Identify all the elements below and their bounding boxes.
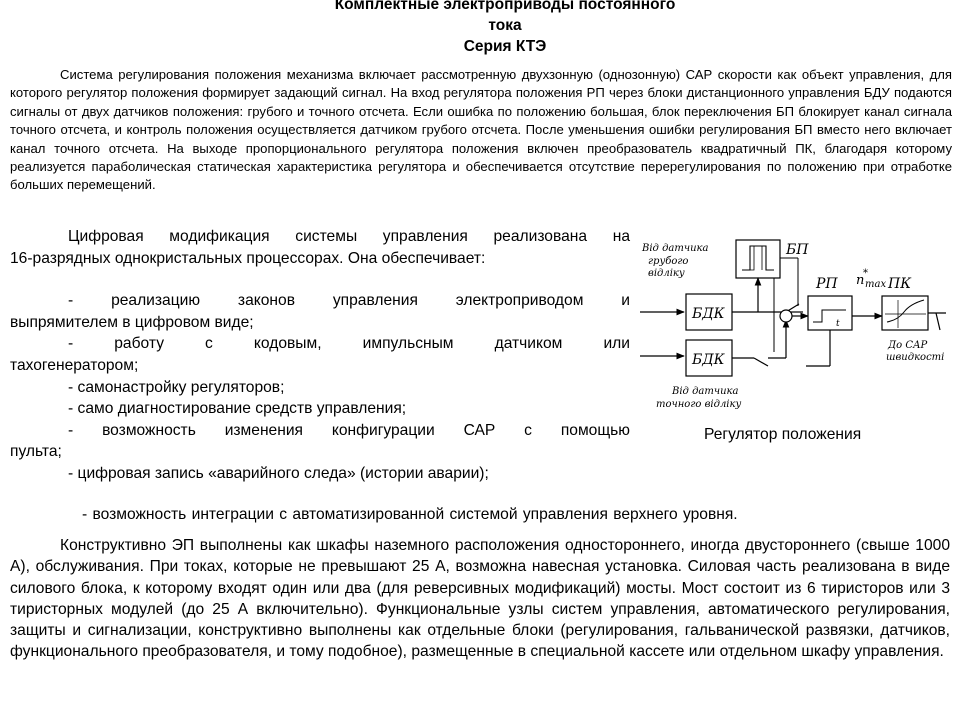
features-column bbox=[10, 226, 630, 485]
list-item-7: - возможность интеграции с автоматизированной системой управления верхнего уровня. bbox=[82, 506, 738, 523]
bdk-block-fine-label: БДК bbox=[692, 352, 725, 368]
input-coarse-label-2: грубого bbox=[648, 256, 689, 267]
bp-block-label: БП bbox=[786, 242, 809, 258]
rp-block bbox=[808, 296, 852, 330]
list-item-3: - самонастройку регуляторов; bbox=[68, 378, 285, 396]
list-item-2-line-2: тахогенератором; bbox=[10, 356, 139, 374]
n-max-subscript: max bbox=[865, 279, 887, 290]
summing-node bbox=[780, 310, 792, 322]
output-label-1: До САР bbox=[888, 340, 928, 351]
page-title bbox=[290, 0, 720, 57]
output-label-2: швидкості bbox=[886, 352, 945, 363]
diagram-caption: Регулятор положения bbox=[704, 426, 862, 443]
svg-text:t: t bbox=[836, 319, 840, 329]
digital-intro-line-2: 16-разрядных однокристальных процессорах. Она обеспечивает: bbox=[10, 249, 486, 267]
input-fine-label-1: Від датчика bbox=[672, 386, 739, 397]
list-item-1-line-1: - реализацию законов управления электроприводом и bbox=[68, 292, 630, 310]
list-item-4: - само диагностирование средств управления; bbox=[68, 400, 407, 418]
title-line-3: Серия КТЭ bbox=[463, 38, 547, 55]
list-item-6: - цифровая запись «аварийного следа» (истории аварии); bbox=[68, 464, 489, 482]
intro-paragraph: Система регулирования положения механизма включает рассмотренную двухзонную (однозонную) САР скорости как объект управления, для которого регулятор положения формирует задающий сигнал. На вход регулятора положения РП через блоки дистанционного управления БДУ подаются сигналы от двух датчиков положения: грубого и точного отсчета. Если ошибка по положению большая, блок переключения БП блокирует канал сигнала точного отсчета, и контроль положения осуществляется датчиком грубого отсчета. После уменьшения ошибки регулирования БП вместо него включает канал точного отсчета. На выходе пропорционального регулятора положения включен преобразователь квадратичный ПК, благодаря которому реализуется параболическая статическая характеристика регулятора и обеспечивается отсутствие перерегулирования по положению при отработке больших перемещений. bbox=[10, 67, 952, 193]
list-item-5-line-2: пульта; bbox=[10, 443, 62, 461]
title-line-2: тока bbox=[488, 17, 522, 34]
pk-block-label: ПК bbox=[888, 276, 912, 292]
bdk-block-coarse-label: БДК bbox=[692, 306, 725, 322]
switch-contact-fine bbox=[754, 358, 768, 366]
input-coarse-label-1: Від датчика bbox=[642, 243, 709, 254]
list-item-1-line-2: выпрямителем в цифровом виде; bbox=[10, 313, 254, 331]
input-fine-label-2: точного відліку bbox=[656, 399, 742, 410]
title-line-1: Комплектные электроприводы постоянного bbox=[334, 0, 676, 13]
construction-paragraph: Конструктивно ЭП выполнены как шкафы наземного расположения одностороннего, иногда двустороннего (свыше 1000 А), обслуживания. При токах, которые не превышают 25 А, возможна навесная установка. Силовая часть реализована в виде силового блока, к которому входят один или два (для реверсивных модификаций) мосты. Мост состоит из 6 тиристоров или 3 тиристорных модулей (до 25 А включительно). Функциональные узлы систем управления, автоматического регулирования, защиты и сигнализации, конструктивно выполнены как отдельные блоки (регулирования, гальванической развязки, датчиков, функционального преобразователя, и тому подобное), размещенные в специальной кассете или отдельном шкафу управления. bbox=[10, 537, 950, 661]
n-max-label: n bbox=[856, 273, 865, 288]
digital-intro-line-1: Цифровая модификация системы управления реализована на bbox=[68, 228, 630, 245]
input-coarse-label-3: відліку bbox=[648, 268, 685, 279]
list-item-2-line-1: - работу с кодовым, импульсным датчиком или bbox=[68, 335, 630, 353]
rp-block-label: РП bbox=[816, 276, 838, 292]
list-item-5-line-1: - возможность изменения конфигурации САР с помощью bbox=[68, 421, 630, 439]
position-regulator-diagram bbox=[636, 234, 948, 424]
n-max-star: * bbox=[863, 268, 868, 279]
